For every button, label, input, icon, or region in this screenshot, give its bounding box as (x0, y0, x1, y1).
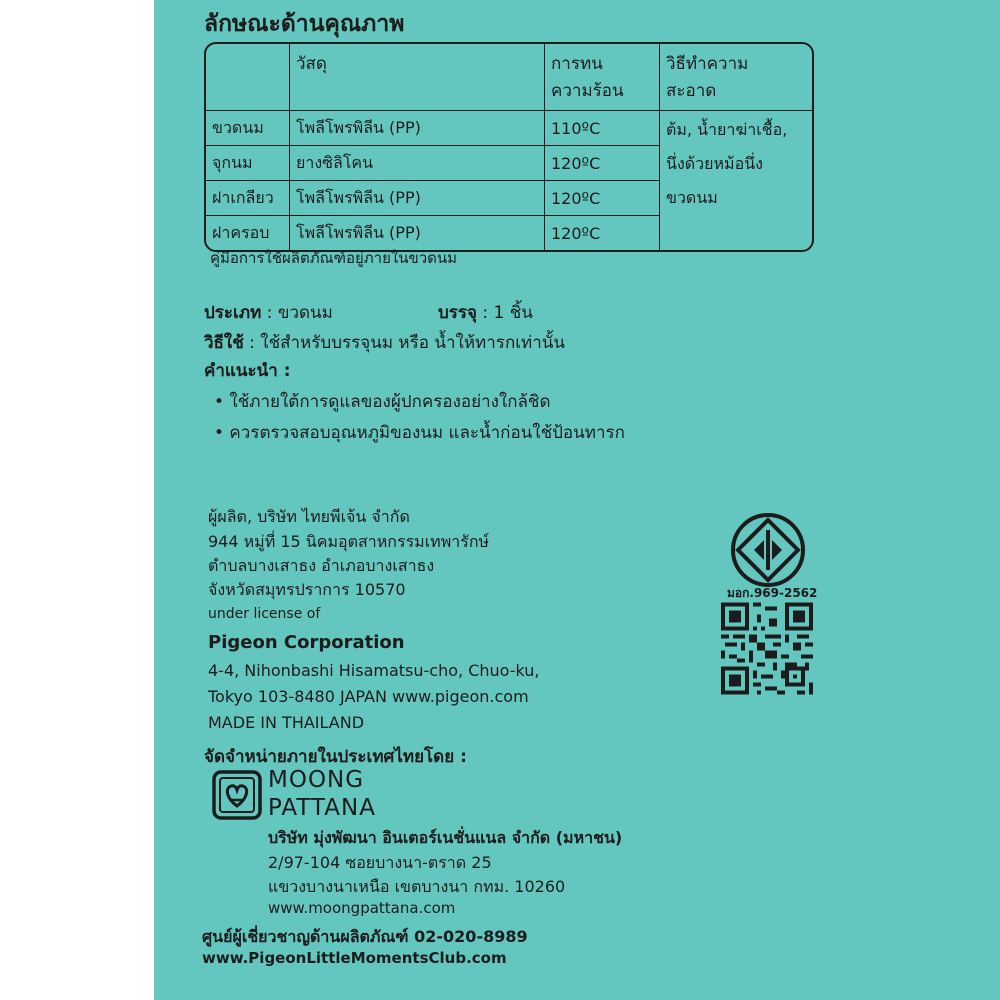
logo-line1: MOONG (268, 767, 365, 793)
license-text: under license of (208, 606, 321, 622)
qr-code-icon[interactable] (721, 601, 813, 696)
contents-value: : 1 ชิ้น (477, 303, 533, 323)
header-heat-line1: การทน (551, 54, 603, 74)
manufacturer-line: ผู้ผลิต, บริษัท ไทยพีเจ้น จำกัด (208, 507, 410, 526)
club-website-link[interactable]: www.PigeonLittleMomentsClub.com (202, 949, 507, 967)
row-material: ยางซิลิโคน (290, 146, 545, 181)
distributor-heading: จัดจำหน่ายภายในประเทศไทยโดย : (204, 747, 467, 767)
corp-name: Pigeon Corporation (208, 632, 405, 653)
type-label-text: ประเภท (204, 303, 262, 323)
distributor-address-line: 2/97-104 ซอยบางนา-ตราด 25 (268, 853, 492, 872)
header-material: วัสดุ (290, 44, 545, 111)
row-part: จุกนม (206, 146, 290, 181)
header-clean-line1: วิธีทำความ (666, 54, 749, 74)
header-clean-line2: สะอาด (666, 81, 717, 101)
logo-line2: PATTANA (268, 795, 376, 821)
advice-label: คำแนะนำ : (204, 361, 291, 381)
row-heat: 120ºC (545, 146, 660, 181)
row-part: ขวดนม (206, 111, 290, 146)
advice-item: • ควรตรวจสอบอุณหภูมิของนม และน้ำก่อนใช้ป้อนทารก (214, 423, 625, 443)
manual-note: คู่มือการใช้ผลิตภัณฑ์อยู่ภายในขวดนม (210, 249, 458, 267)
row-material: โพลีโพรพิลีน (PP) (290, 216, 545, 250)
header-cleaning-method (660, 44, 812, 111)
product-hotline: ศูนย์ผู้เชี่ยวชาญด้านผลิตภัณฑ์ 02-020-8989 (202, 927, 528, 946)
manufacturer-line: 944 หมู่ที่ 15 นิคมอุตสาหกรรมเทพารักษ์ (208, 532, 490, 551)
cleaning-method-cell (660, 111, 812, 250)
cleaning-line: นึ่งด้วยหม้อนึ่ง (666, 154, 763, 173)
usage-line (204, 329, 565, 356)
moong-pattana-logo-icon (212, 770, 262, 820)
type-value: : ขวดนม (261, 303, 333, 323)
table-row (206, 111, 812, 146)
product-label-panel (154, 0, 1000, 1000)
corp-address-line: Tokyo 103-8480 JAPAN www.pigeon.com (208, 687, 529, 706)
manufacturer-line: ตำบลบางเสาธง อำเภอบางเสาธง (208, 556, 435, 575)
usage-label: วิธีใช้ (204, 333, 244, 353)
row-heat: 110ºC (545, 111, 660, 146)
row-heat: 120ºC (545, 216, 660, 250)
header-heat-resistance (545, 44, 660, 111)
row-material: โพลีโพรพิลีน (PP) (290, 111, 545, 146)
distributor-address-line: แขวงบางนาเหนือ เขตบางนา กทม. 10260 (268, 877, 566, 896)
row-part: ฝาเกลียว (206, 181, 290, 216)
distributor-company: บริษัท มุ่งพัฒนา อินเตอร์เนชั่นแนล จำกัด (มหาชน) (268, 828, 623, 847)
cleaning-line: ขวดนม (666, 188, 718, 207)
usage-value: : ใช้สำหรับบรรจุนม หรือ น้ำให้ทารกเท่านั้น (243, 333, 566, 353)
header-part-cell (206, 44, 290, 111)
advice-item: • ใช้ภายใต้การดูแลของผู้ปกครองอย่างใกล้ชิด (214, 392, 551, 412)
contents-label (438, 299, 533, 326)
manufacturer-line: จังหวัดสมุทรปราการ 10570 (208, 580, 406, 599)
type-label (204, 299, 333, 326)
moong-pattana-wordmark (268, 766, 376, 822)
quality-title: ลักษณะด้านคุณภาพ (204, 11, 405, 37)
quality-table-header (206, 44, 812, 111)
tis-standard-mark-icon (730, 512, 806, 588)
tis-number: มอก.969-2562 (727, 586, 818, 600)
contents-label-text: บรรจุ (438, 303, 478, 323)
row-material: โพลีโพรพิลีน (PP) (290, 181, 545, 216)
corp-address-line: 4-4, Nihonbashi Hisamatsu-cho, Chuo-ku, (208, 661, 540, 680)
cleaning-line: ต้ม, น้ำยาฆ่าเชื้อ, (666, 120, 788, 139)
row-part: ฝาครอบ (206, 216, 290, 250)
row-heat: 120ºC (545, 181, 660, 216)
quality-table (204, 42, 814, 252)
distributor-website[interactable]: www.moongpattana.com (268, 899, 456, 917)
made-in-text: MADE IN THAILAND (208, 713, 365, 732)
header-heat-line2: ความร้อน (551, 81, 624, 101)
